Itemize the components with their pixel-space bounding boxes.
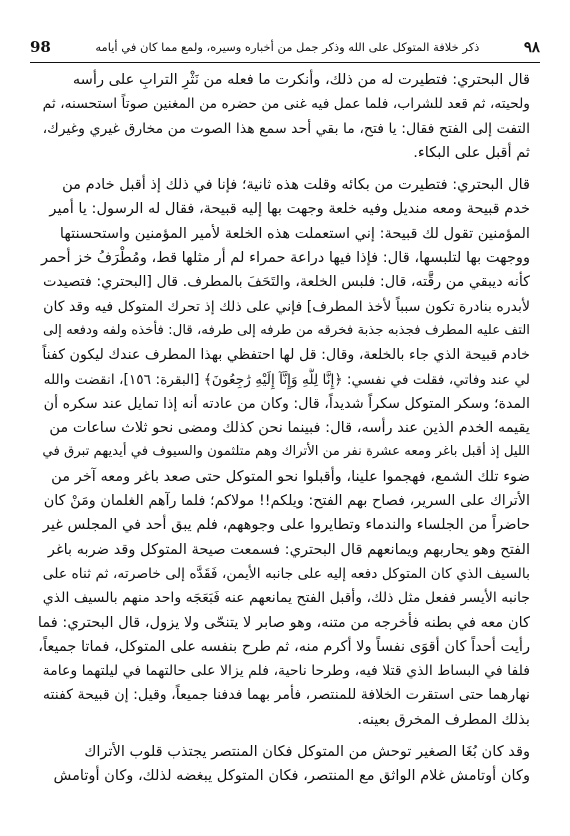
text-line: قال البحتري: فتطيرت من بكائه وقلت هذه ثانية؛ فإنا في ذلك إذ أقبل خادم من <box>62 176 530 194</box>
text-line: رأيت أحداً كان أقوَى نفساً ولا أكرم منه، ثم طرح بنفسه على المتوكل، فماتا جميعاً، <box>38 637 530 655</box>
text-line: حاضراً من الجلساء والندماء وتطايروا على وجوههم، فلم يبق أحد في المجلس غير <box>42 516 530 534</box>
text-line: كان معه في بطنه فأخرجه من متنه، وهو صابر لا يتنحّى ولا يزول، قال البحتري: فما <box>38 613 530 631</box>
text-line: لأبدره بنادرة تكون سبباً لأخذ المطرف] فإني على ذلك إذ تحرك المتوكل فيه وقد كان <box>43 298 530 315</box>
text-line: ووجهت بها لتلبسها، قال: فإذا فيها دراعة حمراء لم أر مثلها قط، ومُطْرَفُ خز أحمر <box>40 249 530 267</box>
text-line: خدم قبيحة ومعه منديل وفيه خلعة وجهت بها إليه قبيحة، فقال له الرسول: يا أمير <box>49 200 530 218</box>
header-rule <box>30 62 540 63</box>
text-line: بذلك المطرف المخرق بعينه. <box>357 710 530 728</box>
text-line: فلفا في البساط الذي قتلا فيه، وطرحا ناحية، فلم يزالا على حالتهما في ليلتهما وعامة <box>42 663 530 680</box>
text-line: بالسيف الذي كان المتوكل دفعه إليه على جانبه الأيمن، فَقَدَّه إلى خاصرته، ثم ثناه على <box>42 565 530 582</box>
text-line: قال البحتري: فتطيرت له من ذلك، وأنكرت ما فعله من نَثْرِ الترابِ على رأسه <box>72 71 530 88</box>
paragraph-2 <box>38 173 530 732</box>
text-line: يقيمه الخدم الذين عند رأسه، قال: فبينما نحن كذلك ومضى نحو ثلاث ساعات من <box>49 419 530 437</box>
text-line: ضوء تلك الشمع، فهجموا علينا، وأقبلوا نحو المتوكل حتى صعد باغر ومعه آخر من <box>51 467 530 485</box>
text-line: وقد كان بُغَا الصغير توحش من المتوكل فكان المنتصر يجتذب قلوب الأتراك <box>84 743 530 761</box>
paragraph-gap <box>38 732 530 740</box>
text-line: التف عليه المطرف فجذبه جذبة فخرقه من طرفه إلى طرفه، قال: فأخذه ولفه ودفعه إلى <box>42 322 530 338</box>
text-line: الفتح وهو يحاربهم ويمانعهم قال البحتري: فسمعت صيحة المتوكل وقد ضربه باغر <box>47 540 530 558</box>
text-line: المدة؛ وسكر المتوكل سكراً شديداً، قال: وكان من عادته أنه إذا تمايل عند سكره أن <box>43 395 530 412</box>
text-line: الليل إذ أقبل باغر ومعه عشرة نفر من الأتراك وهم متلثمون والسيوف في أيديهم تبرق في <box>42 444 530 460</box>
text-line: المؤمنين تقول لك قبيحة: إني استعملت هذه الخلعة لأمير المؤمنين واستحسنتها <box>59 224 530 242</box>
text-line: وكان أوتامش غلام الواثق مع المنتصر، فكان المتوكل يبغضه لذلك، وكان أوتامش <box>53 767 530 785</box>
text-line: لي عند وفاتي، فقلت في نفسي: ﴿إِنَّا لِلَّهِ وَإِنَّآ إِلَيْهِ رَٰجِعُونَ﴾ [البقرة: ١٥٦]، انقضت والله <box>43 371 530 388</box>
text-line: ثم أقبل على البكاء. <box>413 143 530 161</box>
paragraph-1 <box>38 68 530 165</box>
text-line: خادم قبيحة الذي جاء بالخلعة، وقال: قل لها احتفظي بهذا المطرف عندك ليكون كفناً <box>42 347 530 364</box>
page-number-latin: 98 <box>30 38 51 56</box>
page-number-arabic: ٩٨ <box>523 38 540 56</box>
text-line: الأتراك على السرير، فصاح بهم الفتح: ويلكم!! مولاكم؛ فلما رآهم الغلمان ومَنْ كان <box>43 493 530 510</box>
running-head <box>30 34 540 60</box>
paragraph-3 <box>38 740 530 789</box>
text-line: التفت إلى الفتح فقال: يا فتح، ما بقي أحد سمع هذا الصوت من مخارق غيري وغيرك، <box>42 120 530 137</box>
text-line: نهارهما حتى استقرت الخلافة للمنتصر، فأمر بهما فدفنا جميعاً، وقيل: إن قبيحة كفنته <box>42 687 530 704</box>
page-body-text <box>38 68 530 789</box>
running-head-title: ذكر خلافة المتوكل على الله وذكر جمل من أخباره وسيره، ولمع مما كان في أيامه <box>95 40 480 54</box>
text-line: ولحيته، ثم قعد للشراب، فلما عمل فيه غنى من حضره من المغنين صوتاً استحسنه، ثم <box>42 96 530 113</box>
paragraph-gap <box>38 165 530 173</box>
text-line: جانبه الأيسر ففعل مثل ذلك، وأقبل الفتح يمانعهم عنه فَبَعَجَه واحد منهم بالسيف الذي <box>42 590 530 607</box>
text-line: كأنه ديبقي من رقَّته، قال: فلبس الخلعة، والتَحَفَ بالمطرف. قال [البحتري: فتصيدت <box>42 274 530 291</box>
